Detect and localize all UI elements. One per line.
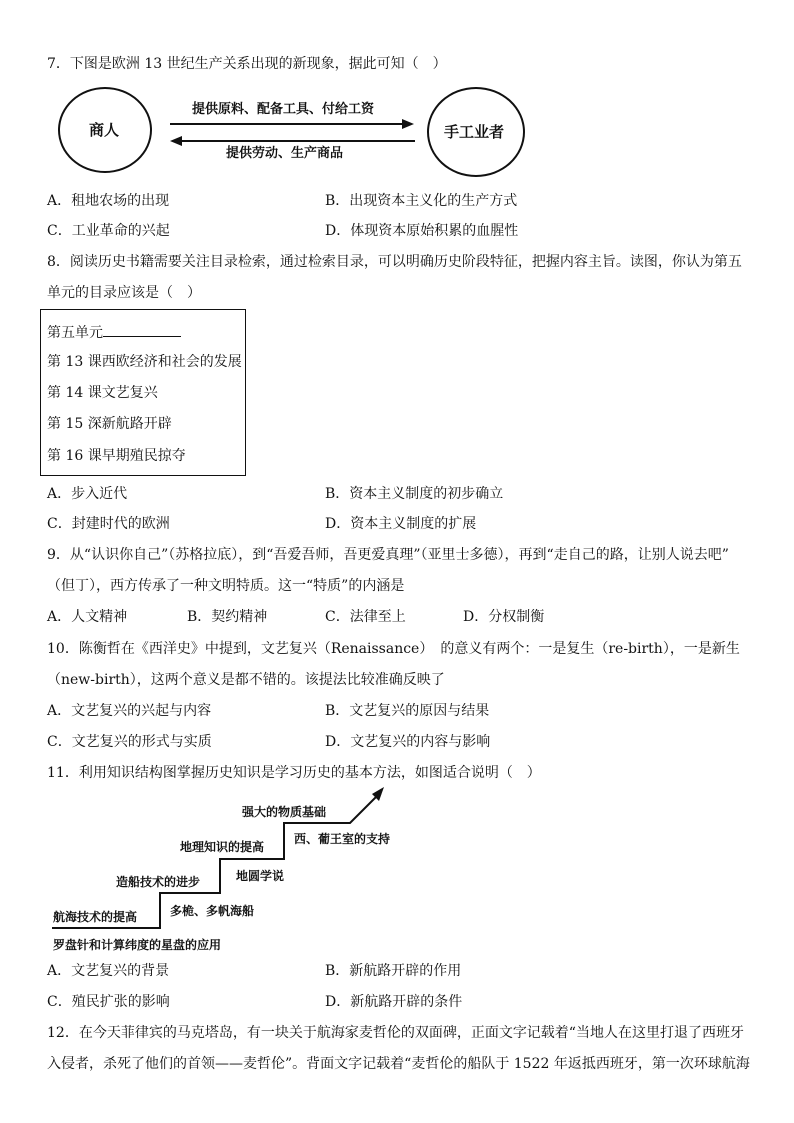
toc-lesson-15: 第 15 深新航路开辟	[47, 416, 172, 432]
q8-option-c[interactable]: C．封建时代的欧洲	[47, 516, 170, 532]
toc-lesson-16: 第 16 课早期殖民掠夺	[47, 448, 186, 464]
step1-under-label: 罗盘针和计算纬度的星盘的应用	[53, 938, 222, 952]
step4-top-label: 强大的物质基础	[242, 805, 327, 819]
q12-stem-line1: 12．在今天菲律宾的马克塔岛，有一块关于航海家麦哲伦的双面碑，正面文字记载着“当地人在这里打退了西班牙	[47, 1025, 744, 1041]
q12-stem-line2: 入侵者，杀死了他们的首领——麦哲伦”。背面文字记载着“麦哲伦的船队于 1522 年返抵西班牙，第一次环球航海	[47, 1056, 750, 1072]
q10-stem-line1: 10．陈衡哲在《西洋史》中提到，文艺复兴（Renaissance） 的意义有两个：一是复生（re-birth），一是新生	[47, 641, 740, 657]
bottom-arrow-label: 提供劳动、生产商品	[226, 146, 344, 161]
top-arrow-label: 提供原料、配备工具、付给工资	[192, 102, 375, 117]
q7-option-d[interactable]: D．体现资本原始积累的血腥性	[325, 223, 519, 239]
q9-option-b[interactable]: B．契约精神	[187, 609, 268, 625]
q8-stem-line1: 8．阅读历史书籍需要关注目录检索，通过检索目录，可以明确历史阶段特征，把握内容主旨。读图，你认为第五	[47, 254, 742, 270]
q9-option-d[interactable]: D．分权制衡	[463, 609, 545, 625]
step3-top-label: 地理知识的提高	[180, 840, 265, 854]
merchant-label: 商人	[89, 121, 120, 139]
q10-option-c[interactable]: C．文艺复兴的形式与实质	[47, 734, 212, 750]
step2-under-label: 多桅、多帆海船	[170, 904, 255, 918]
q9-stem-line2: （但丁），西方传承了一种文明特质。这一“特质”的内涵是	[47, 578, 405, 594]
q9-option-a[interactable]: A．人文精神	[47, 609, 128, 625]
q9-option-c[interactable]: C．法律至上	[325, 609, 406, 625]
toc-lesson-14: 第 14 课文艺复兴	[47, 385, 158, 401]
q10-option-d[interactable]: D．文艺复兴的内容与影响	[325, 734, 491, 750]
q8-option-b[interactable]: B．资本主义制度的初步确立	[325, 486, 504, 502]
q9-stem-line1: 9．从“认识你自己”（苏格拉底），到“吾爱吾师，吾更爱真理”（亚里士多德），再到“走自己的路，让别人说去吧”	[47, 547, 729, 563]
q7-option-a[interactable]: A．租地农场的出现	[47, 193, 170, 209]
q10-stem-line2: （new-birth），这两个意义是都不错的。该提法比较准确反映了	[47, 672, 445, 688]
q11-option-b[interactable]: B．新航路开辟的作用	[325, 963, 462, 979]
q8-stem-line2: 单元的目录应该是（ ）	[47, 285, 201, 301]
q11-option-d[interactable]: D．新航路开辟的条件	[325, 994, 463, 1010]
step2-top-label: 造船技术的进步	[116, 875, 201, 889]
step4-under-label: 西、葡王室的支持	[294, 832, 391, 846]
toc-unit-label: 第五单元	[47, 325, 103, 341]
q8-option-a[interactable]: A．步入近代	[47, 486, 128, 502]
q7-option-c[interactable]: C．工业革命的兴起	[47, 223, 170, 239]
q11-stem: 11．利用知识结构图掌握历史知识是学习历史的基本方法，如图适合说明（ ）	[47, 765, 541, 781]
step1-top-label: 航海技术的提高	[53, 910, 138, 924]
q11-option-c[interactable]: C．殖民扩张的影响	[47, 994, 170, 1010]
step3-under-label: 地圆学说	[236, 869, 285, 883]
toc-lesson-13: 第 13 课西欧经济和社会的发展	[47, 354, 242, 370]
q7-option-b[interactable]: B．出现资本主义化的生产方式	[325, 193, 518, 209]
q7-stem: 7．下图是欧洲 13 世纪生产关系出现的新现象，据此可知（ ）	[47, 56, 447, 72]
q11-option-a[interactable]: A．文艺复兴的背景	[47, 963, 170, 979]
q8-option-d[interactable]: D．资本主义制度的扩展	[325, 516, 477, 532]
craftsman-label: 手工业者	[444, 123, 505, 141]
q10-option-a[interactable]: A．文艺复兴的兴起与内容	[47, 703, 212, 719]
q10-option-b[interactable]: B．文艺复兴的原因与结果	[325, 703, 490, 719]
